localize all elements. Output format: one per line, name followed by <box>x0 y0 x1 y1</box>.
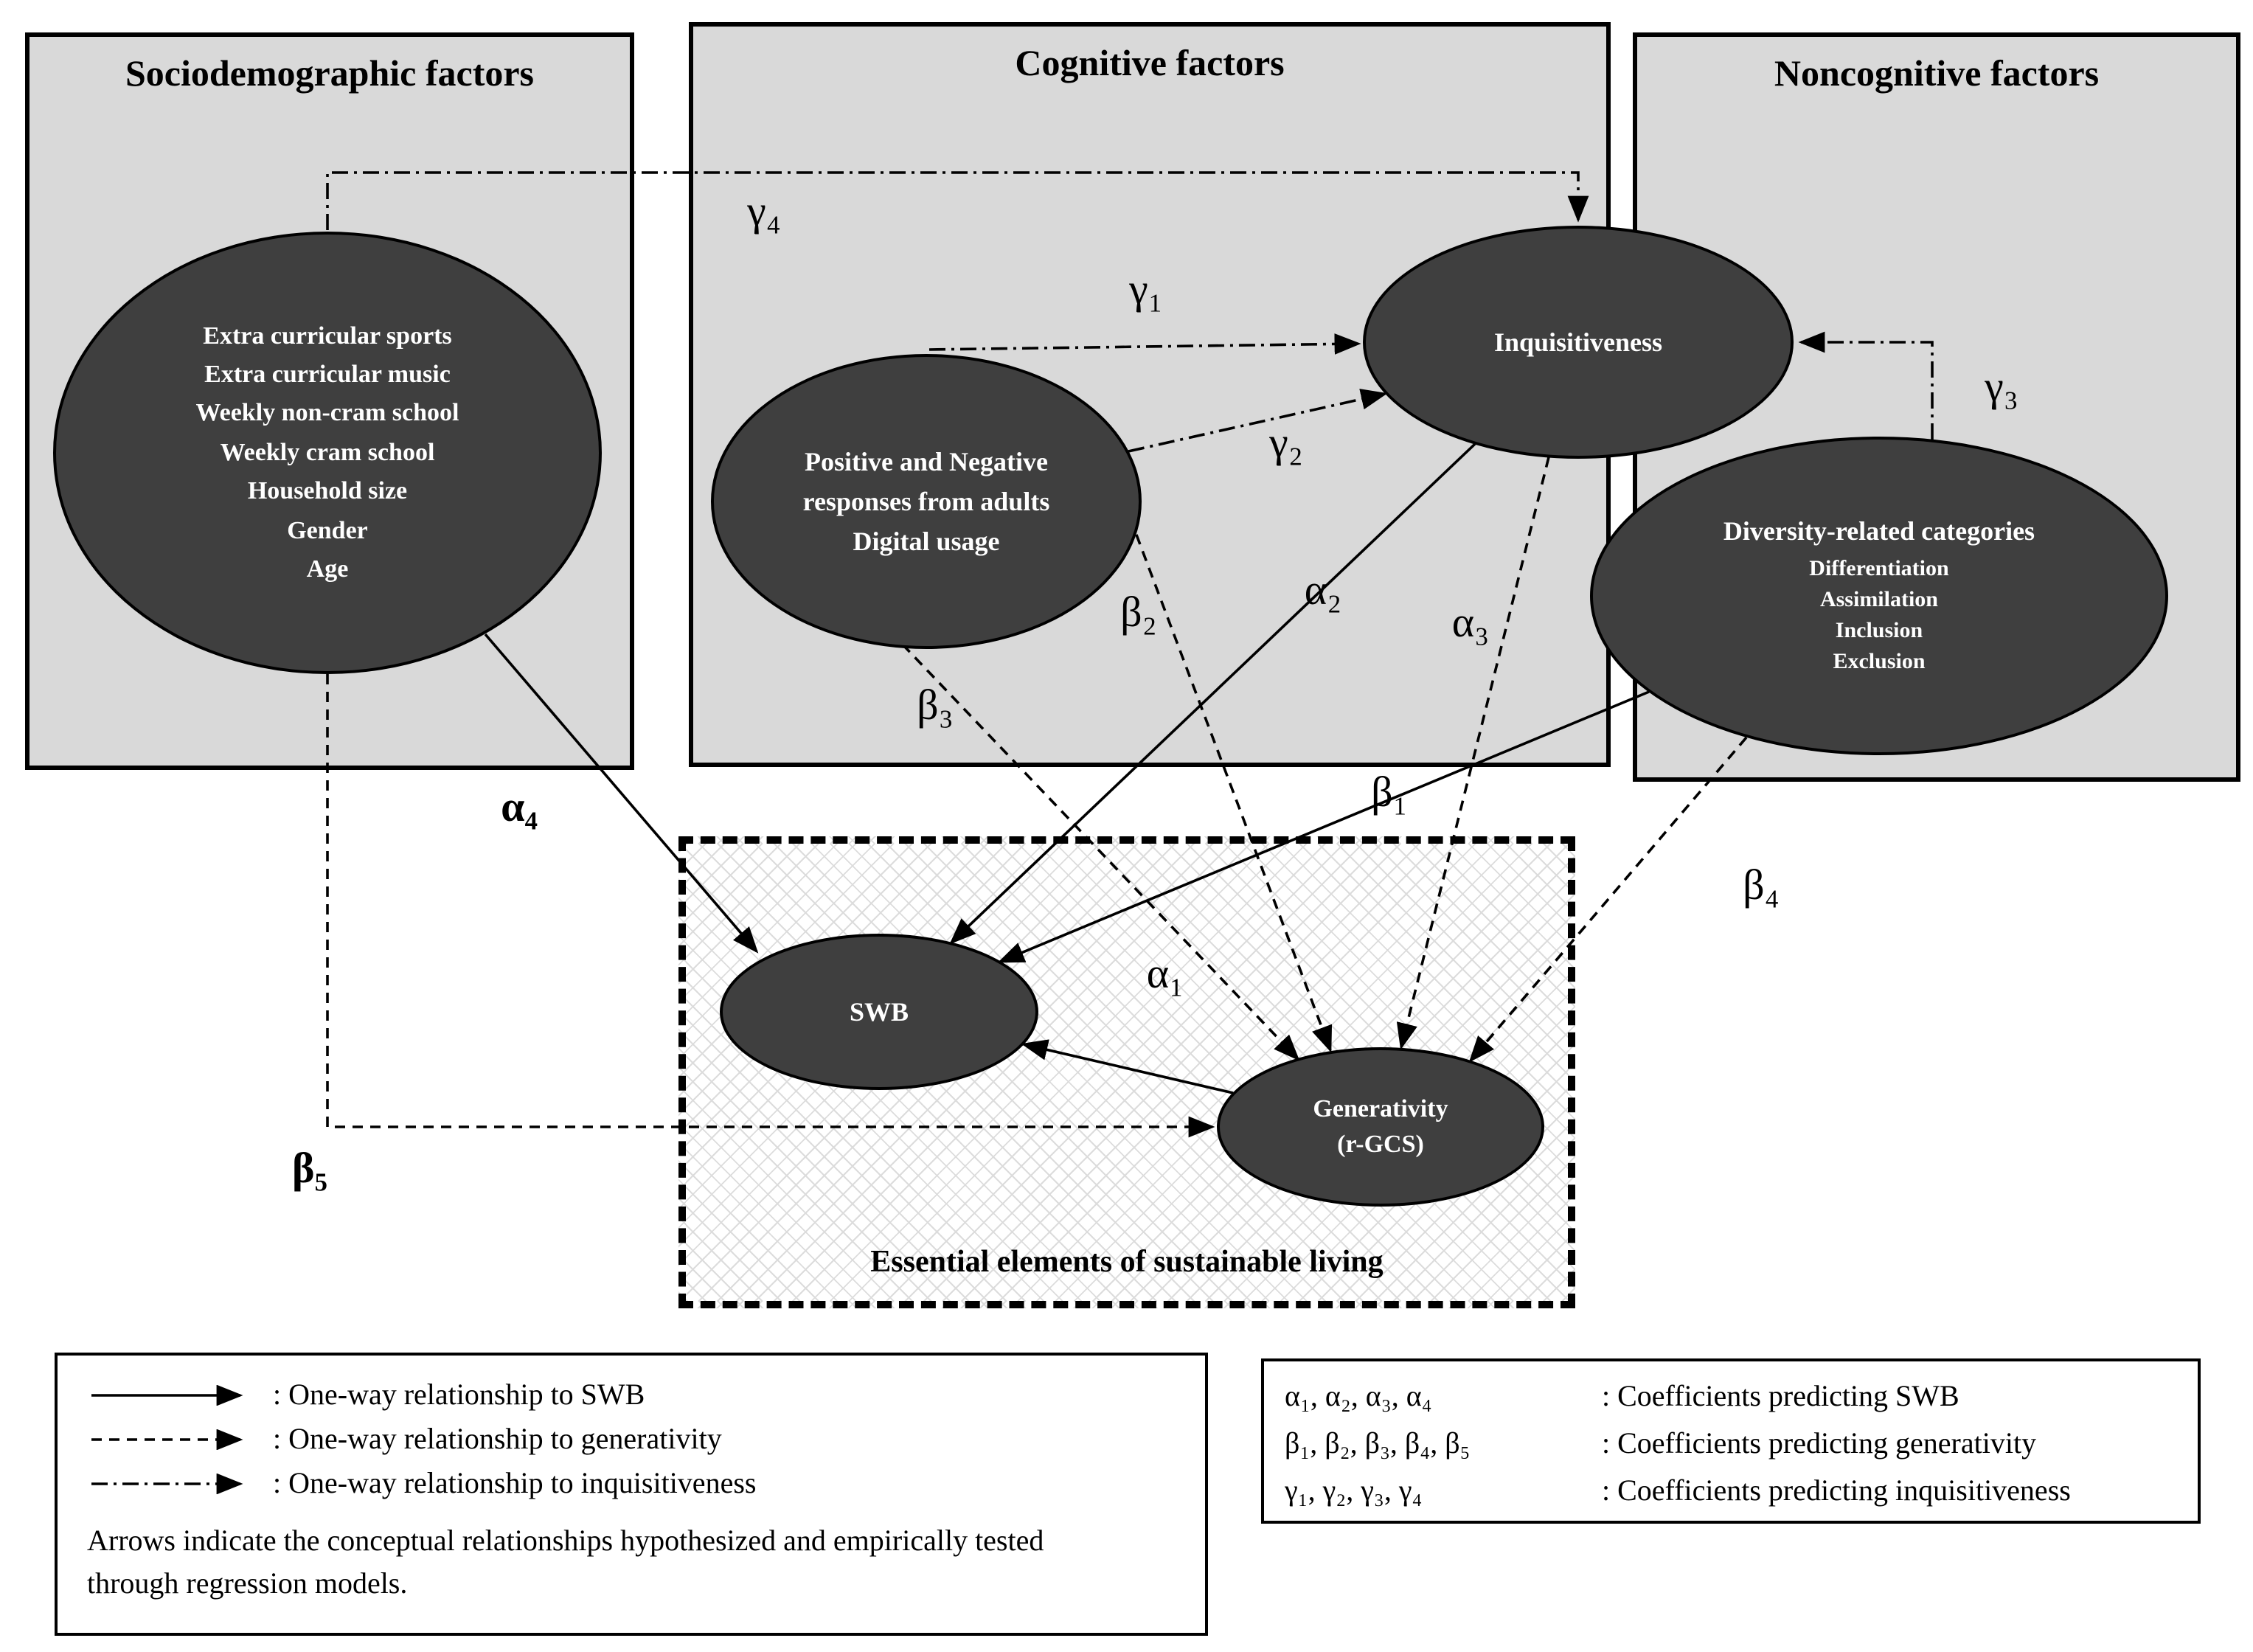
beta-symbols: β₁, β₂, β₃, β₄, β₅ <box>1285 1427 1471 1460</box>
coef-label-alpha3: α₃ <box>1451 600 1490 647</box>
legend-row-generativity <box>87 1417 1176 1462</box>
coef-label-beta2: β₂ <box>1120 589 1157 636</box>
diversity-item: Inclusion <box>1835 619 1923 643</box>
coef-legend-row-gamma <box>1285 1468 2177 1515</box>
coef-label-gamma4: γ₄ <box>747 188 781 235</box>
beta-description: : Coefficients predicting generativity <box>1602 1427 2037 1460</box>
diversity-item: Exclusion <box>1833 650 1926 674</box>
generativity-line: Generativity <box>1313 1094 1448 1123</box>
node-diversity-related-categories <box>1590 437 2168 755</box>
panel-title-noncognitive: Noncognitive factors <box>1774 55 2100 94</box>
coef-label-beta3: β₃ <box>917 682 954 729</box>
responses-line: Digital usage <box>853 526 1000 555</box>
coef-label-alpha1: α₁ <box>1146 951 1184 998</box>
coef-label-alpha4: α₄ <box>501 784 538 831</box>
node-responses-digital-usage <box>711 354 1142 649</box>
socio-line: Weekly non-cram school <box>195 398 459 427</box>
legend-row-inquisitiveness <box>87 1462 1176 1506</box>
diversity-item: Differentiation <box>1809 557 1949 581</box>
legend-label-swb: : One-way relationship to SWB <box>273 1378 645 1411</box>
legend-note: Arrows indicate the conceptual relationships hypothesized and empirically tested through regression models. <box>87 1525 1044 1600</box>
legend-arrow-styles <box>55 1353 1208 1636</box>
legend-label-inquisitiveness: : One-way relationship to inquisitiveness <box>273 1467 757 1499</box>
panel-title-cognitive: Cognitive factors <box>1015 44 1285 84</box>
socio-line: Extra curricular sports <box>203 321 452 350</box>
swb-label: SWB <box>849 996 909 1026</box>
socio-line: Extra curricular music <box>204 360 451 389</box>
inquisitiveness-label: Inquisitiveness <box>1493 327 1663 356</box>
coef-label-beta5: β₅ <box>292 1145 327 1193</box>
diversity-item: Assimilation <box>1819 588 1938 612</box>
dashdot-arrow-sample-icon <box>87 1474 264 1494</box>
legend-coefficients <box>1261 1358 2201 1524</box>
generativity-line: (r-GCS) <box>1337 1130 1424 1158</box>
coef-label-gamma1: γ₁ <box>1129 266 1163 313</box>
coef-legend-row-beta <box>1285 1420 2177 1468</box>
coef-label-beta4: β₄ <box>1743 862 1780 909</box>
socio-line: Gender <box>287 516 368 544</box>
panel-title-sociodemographic: Sociodemographic factors <box>125 55 535 94</box>
essential-elements-label: Essential elements of sustainable living <box>870 1243 1384 1279</box>
socio-line: Household size <box>247 476 408 505</box>
socio-line: Weekly cram school <box>220 437 435 466</box>
diversity-title: Diversity-related categories <box>1723 516 2035 546</box>
coef-legend-row-alpha <box>1285 1373 2177 1420</box>
alpha-description: : Coefficients predicting SWB <box>1602 1380 1959 1412</box>
coef-label-gamma3: γ₃ <box>1985 364 2018 411</box>
node-swb <box>720 934 1038 1090</box>
legend-label-generativity: : One-way relationship to generativity <box>273 1423 722 1455</box>
alpha-symbols: α₁, α₂, α₃, α₄ <box>1285 1380 1432 1412</box>
legend-row-swb <box>87 1373 1176 1417</box>
node-generativity <box>1217 1047 1544 1207</box>
coef-label-gamma2: γ₂ <box>1269 420 1303 467</box>
gamma-symbols: γ₁, γ₂, γ₃, γ₄ <box>1285 1474 1423 1507</box>
responses-line: Positive and Negative <box>805 446 1048 476</box>
node-sociodemographic-variables <box>53 232 602 674</box>
coef-label-beta1: β₁ <box>1371 769 1408 816</box>
gamma-description: : Coefficients predicting inquisitiveness <box>1602 1474 2071 1507</box>
coef-label-alpha2: α₂ <box>1304 567 1342 614</box>
responses-line: responses from adults <box>802 486 1050 516</box>
dashed-arrow-sample-icon <box>87 1429 264 1450</box>
node-inquisitiveness <box>1363 226 1794 459</box>
socio-line: Age <box>306 554 349 583</box>
solid-arrow-sample-icon <box>87 1385 264 1406</box>
